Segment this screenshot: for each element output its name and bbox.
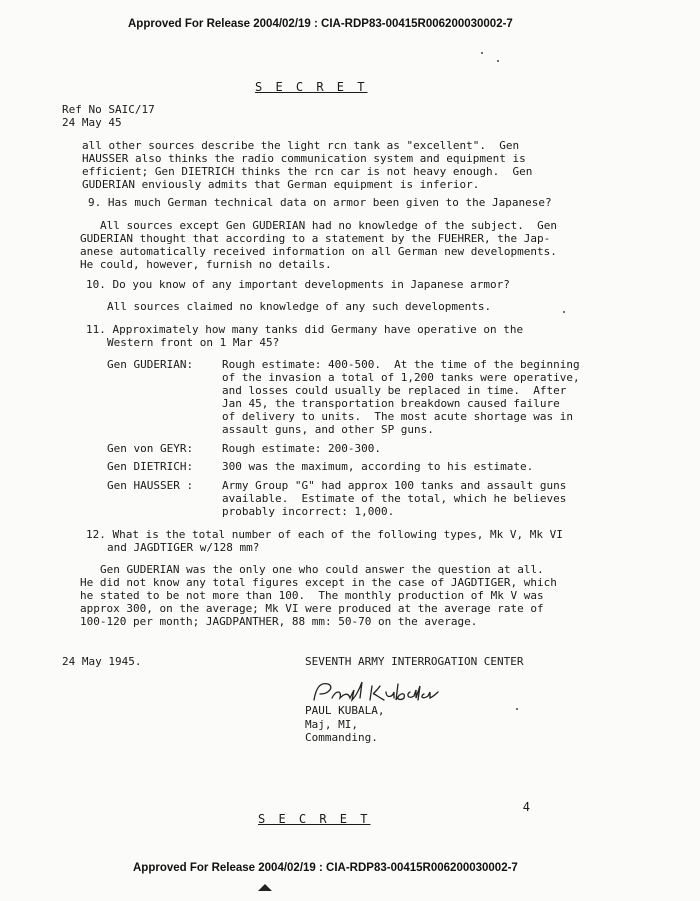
text-line: 11. Approximately how many tanks did Germany have operative on the <box>86 323 524 336</box>
text-line: anese automatically received information on all German new developments. <box>80 245 557 258</box>
text-line: 300 was the maximum, according to his estimate. <box>222 460 534 473</box>
scan-speck <box>497 60 499 62</box>
signer-title: Commanding. <box>305 731 378 744</box>
text-line: Western front on 1 Mar 45? <box>107 336 280 349</box>
general-name: Gen HAUSSER : <box>107 479 194 492</box>
release-footer: Approved For Release 2004/02/19 : CIA-RDP83-00415R006200030002-7 <box>133 862 518 874</box>
text-line: GUDERIAN enviously admits that German equipment is inferior. <box>82 178 480 191</box>
text-line: Gen GUDERIAN was the only one who could answer the question at all. <box>100 563 544 576</box>
scan-mark <box>258 884 272 892</box>
interrogation-center: SEVENTH ARMY INTERROGATION CENTER <box>305 655 524 668</box>
scan-speck <box>481 52 483 54</box>
general-name: Gen GUDERIAN: <box>107 358 194 371</box>
text-line: probably incorrect: 1,000. <box>222 505 395 518</box>
text-line: Rough estimate: 200-300. <box>222 442 381 455</box>
scan-speck <box>563 311 565 313</box>
text-line: HAUSSER also thinks the radio communication system and equipment is <box>82 152 526 165</box>
text-line: Rough estimate: 400-500. At the time of the beginning <box>222 358 580 371</box>
text-line: of delivery to units. The most acute shortage was in <box>222 410 573 423</box>
text-line: 12. What is the total number of each of the following types, Mk V, Mk VI <box>86 528 563 541</box>
text-line: and JAGDTIGER w/128 mm? <box>107 541 260 554</box>
text-line: available. Estimate of the total, which he believes <box>222 492 567 505</box>
text-line: He did not know any total figures except in the case of JAGDTIGER, which <box>80 576 557 589</box>
ref-date: 24 May 45 <box>62 116 122 129</box>
text-line: GUDERIAN thought that according to a statement by the FUEHRER, the Jap- <box>80 232 551 245</box>
closing-date: 24 May 1945. <box>62 655 142 668</box>
classification-top: S E C R E T <box>255 80 368 94</box>
text-line: and losses could usually be replaced in time. After <box>222 384 567 397</box>
scan-speck <box>516 708 518 710</box>
text-line: assault guns, and other SP guns. <box>222 423 434 436</box>
general-name: Gen von GEYR: <box>107 442 194 455</box>
text-line: All sources except Gen GUDERIAN had no knowledge of the subject. Gen <box>100 219 557 232</box>
signer-rank: Maj, MI, <box>305 718 358 731</box>
text-line: Jan 45, the transportation breakdown caused failure <box>222 397 560 410</box>
question-9: 9. Has much German technical data on armor been given to the Japanese? <box>88 196 552 209</box>
signer-name: PAUL KUBALA, <box>305 704 385 717</box>
page-number: 4 <box>522 800 530 814</box>
question-10: 10. Do you know of any important developments in Japanese armor? <box>86 278 510 291</box>
text-line: he stated to be not more than 100. The monthly production of Mk V was <box>80 589 544 602</box>
text-line: of the invasion a total of 1,200 tanks were operative, <box>222 371 580 384</box>
release-header: Approved For Release 2004/02/19 : CIA-RDP83-00415R006200030002-7 <box>128 18 513 30</box>
text-line: He could, however, furnish no details. <box>80 258 332 271</box>
text-line: Army Group "G" had approx 100 tanks and assault guns <box>222 479 567 492</box>
ref-number: Ref No SAIC/17 <box>62 103 155 116</box>
classification-bottom: S E C R E T <box>258 812 371 826</box>
answer-10: All sources claimed no knowledge of any such developments. <box>107 300 492 313</box>
text-line: all other sources describe the light rcn tank as "excellent". Gen <box>82 139 520 152</box>
text-line: 100-120 per month; JAGDPANTHER, 88 mm: 50-70 on the average. <box>80 615 478 628</box>
text-line: approx 300, on the average; Mk VI were produced at the average rate of <box>80 602 544 615</box>
general-name: Gen DIETRICH: <box>107 460 194 473</box>
text-line: efficient; Gen DIETRICH thinks the rcn car is not heavy enough. Gen <box>82 165 533 178</box>
